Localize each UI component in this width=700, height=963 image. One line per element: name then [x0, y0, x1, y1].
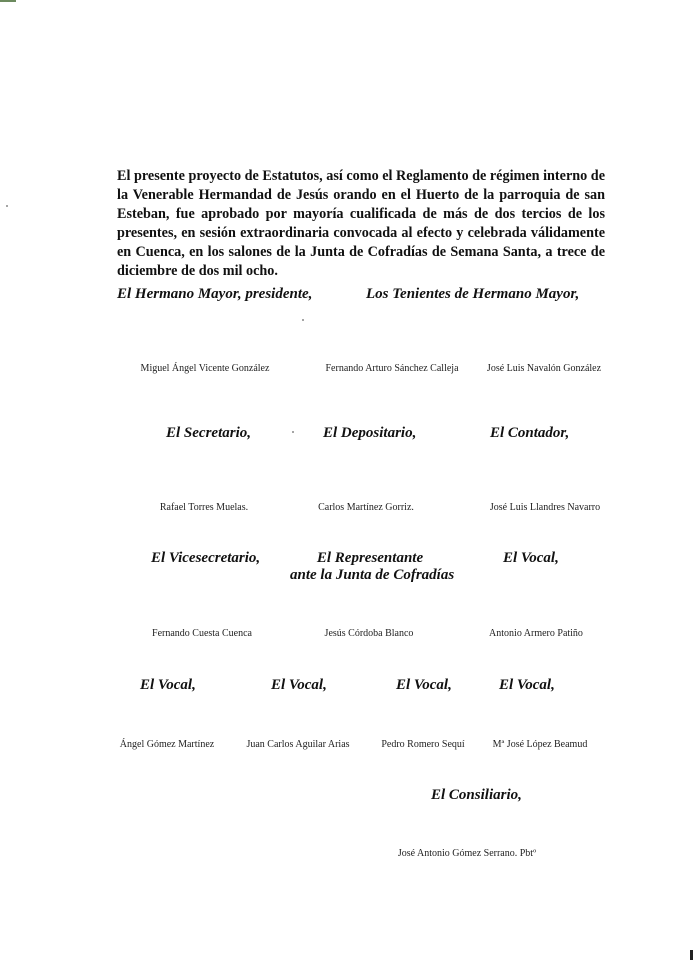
scan-speck — [292, 431, 294, 433]
signatory-name: Ángel Gómez Martínez — [119, 739, 215, 750]
signatory-name: Miguel Ángel Vicente González — [140, 363, 270, 374]
signatory-name: Mª José López Beamud — [492, 739, 588, 750]
signatory-name: Rafael Torres Muelas. — [159, 502, 249, 513]
title-vocal: El Vocal, — [271, 677, 327, 693]
title-vocal: El Vocal, — [140, 677, 196, 693]
title-contador: El Contador, — [490, 425, 570, 441]
signatory-name: José Luis Navalón González — [486, 363, 602, 374]
title-secretario: El Secretario, — [166, 425, 251, 441]
signatory-name: Jesús Córdoba Blanco — [324, 628, 414, 639]
signatory-name: José Luis Llandres Navarro — [489, 502, 601, 513]
scan-edge-mark — [0, 0, 16, 2]
title-consiliario: El Consiliario, — [431, 787, 522, 803]
title-depositario: El Depositario, — [323, 425, 417, 441]
signatory-name: Fernando Arturo Sánchez Calleja — [325, 363, 459, 374]
scan-speck — [302, 319, 304, 321]
signatory-name: Carlos Martínez Gorriz. — [318, 502, 414, 513]
scan-edge-mark — [690, 950, 693, 960]
signatory-name: Pedro Romero Sequí — [381, 739, 465, 750]
signatory-name: Fernando Cuesta Cuenca — [152, 628, 252, 639]
title-tenientes: Los Tenientes de Hermano Mayor, — [366, 286, 580, 302]
signatory-name: José Antonio Gómez Serrano. Pbtº — [397, 848, 537, 859]
title-vocal: El Vocal, — [396, 677, 452, 693]
title-vicesecretario: El Vicesecretario, — [151, 550, 261, 566]
title-vocal: El Vocal, — [503, 550, 559, 566]
approval-paragraph: El presente proyecto de Estatutos, así como el Reglamento de régimen interno de la Venerable Hermandad de Jesús orando en el Huerto de la parroquia de san Esteban, fue aprobado por mayoría cualificada de más de dos tercios de los presentes, en sesión extraordinaria convocada al efecto y celebrada válidamente en Cuenca, en los salones de la Junta de Cofradías de Semana Santa, a trece de diciembre de dos mil ocho. — [117, 168, 605, 280]
title-representante-line2: ante la Junta de Cofradías — [290, 567, 455, 583]
signatory-name: Antonio Armero Patiño — [489, 628, 583, 639]
signatory-name: Juan Carlos Aguilar Arias — [246, 739, 350, 750]
title-representante: El Representante — [316, 550, 424, 566]
title-hermano-mayor: El Hermano Mayor, presidente, — [117, 286, 313, 302]
title-vocal: El Vocal, — [499, 677, 555, 693]
scan-speck — [6, 205, 8, 207]
